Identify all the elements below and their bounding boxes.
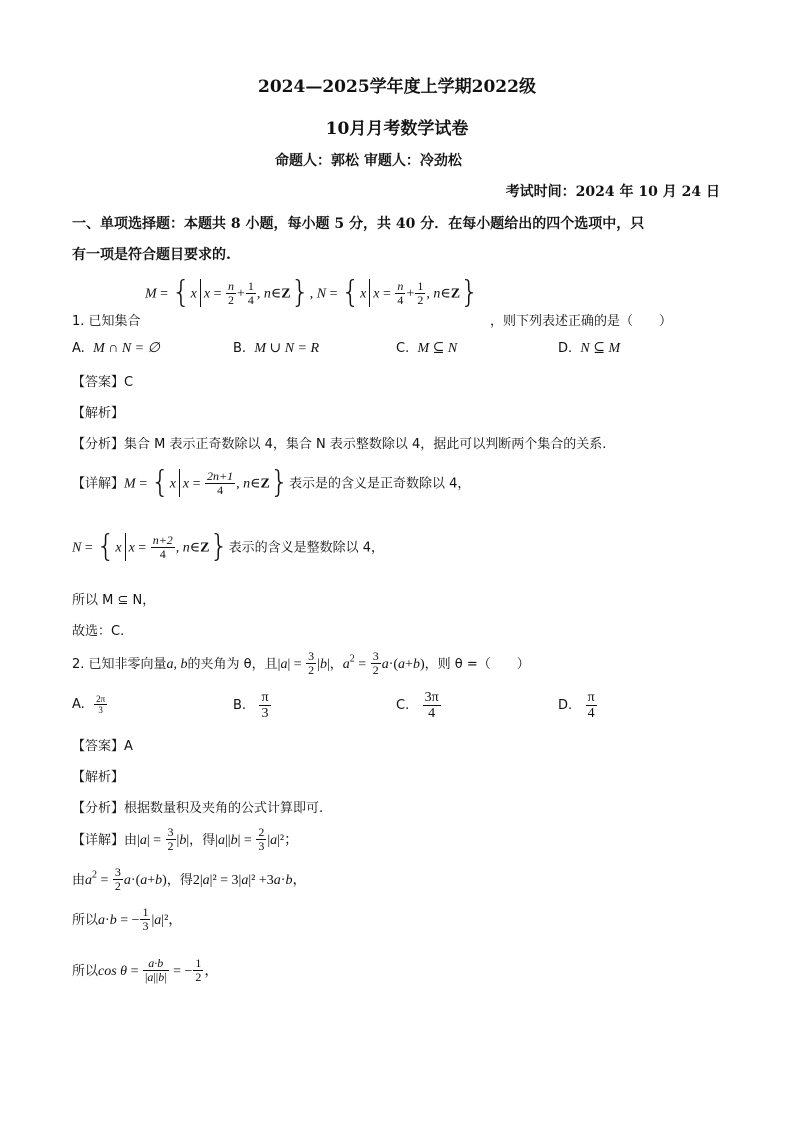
q2-detail-2: 由$a^2$ = $\frac{3}{2}$ a·(a+b)，得2|a|² = 3|a|² +3a·b， — [72, 865, 307, 893]
q1-detail-2: N = {x x = $\frac{n+2}{4}$ , n∈Z}表示的含义是整数除以 4， — [72, 529, 385, 564]
q2-answer: 【答案】A — [72, 739, 133, 754]
exam-time: 考试时间：2024 年 10 月 24 日 — [505, 184, 720, 200]
section-heading-line2: 有一项是符合题目要求的. — [72, 247, 231, 263]
authors-line: 命题人：郭松 审题人：冷劲松 — [275, 153, 462, 169]
q1-stem: 1. 已知集合 — [72, 314, 141, 329]
q1-option-d: D. N ⊆ M — [558, 341, 621, 356]
q2-fenxi: 【分析】根据数量积及夹角的公式计算即可. — [72, 801, 324, 816]
q1-option-b: B. M ∪ N = R — [233, 341, 320, 356]
q1-option-c: C. M ⊆ N — [396, 341, 458, 356]
q1-answer: 【答案】C — [72, 375, 134, 390]
q1-detail-3: 所以 M ⊆ N， — [72, 593, 156, 608]
q2-option-a: A. $\frac{2\pi}{3}$ — [72, 694, 106, 715]
section-heading-line1: 一、单项选择题：本题共 8 小题，每小题 5 分，共 40 分．在每小题给出的四个选项中，只 — [72, 216, 645, 232]
title-line1: 2024—2025学年度上学期2022级 — [258, 77, 536, 97]
title-line2: 10月月考数学试卷 — [325, 119, 469, 139]
q2-analysis-tag: 【解析】 — [72, 770, 125, 785]
q2-detail-1: 【详解】由|a| = $\frac{3}{2}$ |b|，得|a||b| = $\frac{2}{3}$ |a|²； — [72, 825, 299, 853]
q1-detail-4: 故选：C. — [72, 624, 125, 639]
q2-detail-4: 所以cos θ = $\frac{a\cdot b}{|a||b|}$ = − $\frac{1}{2}$ ， — [72, 956, 219, 984]
q2-option-c: C. $\frac{3\pi}{4}$ — [396, 690, 439, 721]
q1-option-a: A. M ∩ N = ∅ — [72, 341, 160, 356]
q1-analysis-tag: 【解析】 — [72, 406, 125, 421]
q2-detail-3: 所以a·b = − $\frac{1}{3}$ |a|²， — [72, 905, 183, 933]
q2-stem: 2. 已知非零向量a, b的夹角为 θ，且|a| = $\frac{3}{2}$ |b|，$a^2$ = $\frac{3}{2}$ a·(a+b)，则 θ =（ ） — [72, 649, 530, 677]
q2-option-b: B. $\frac{\pi}{3}$ — [233, 690, 269, 721]
q1-detail-1: 【详解】M = {x x = $\frac{2n+1}{4}$ , n∈Z}表示是的含义是正奇数除以 4， — [72, 465, 471, 500]
q1-fenxi: 【分析】集合 M 表示正奇数除以 4，集合 N 表示整数除以 4，据此可以判断两个集合的关系. — [72, 437, 607, 452]
q2-option-d: D. $\frac{\pi}{4}$ — [558, 690, 595, 721]
q1-stem-suffix: ，则下列表述正确的是（ ） — [490, 314, 673, 329]
q1-set-definition: M = {x x = $\frac{n}{2}$ + $\frac{1}{4}$ , n∈Z}, N = {x x = $\frac{n}{4}$ + $\frac{1}{2}$ , n∈Z} — [145, 275, 480, 310]
